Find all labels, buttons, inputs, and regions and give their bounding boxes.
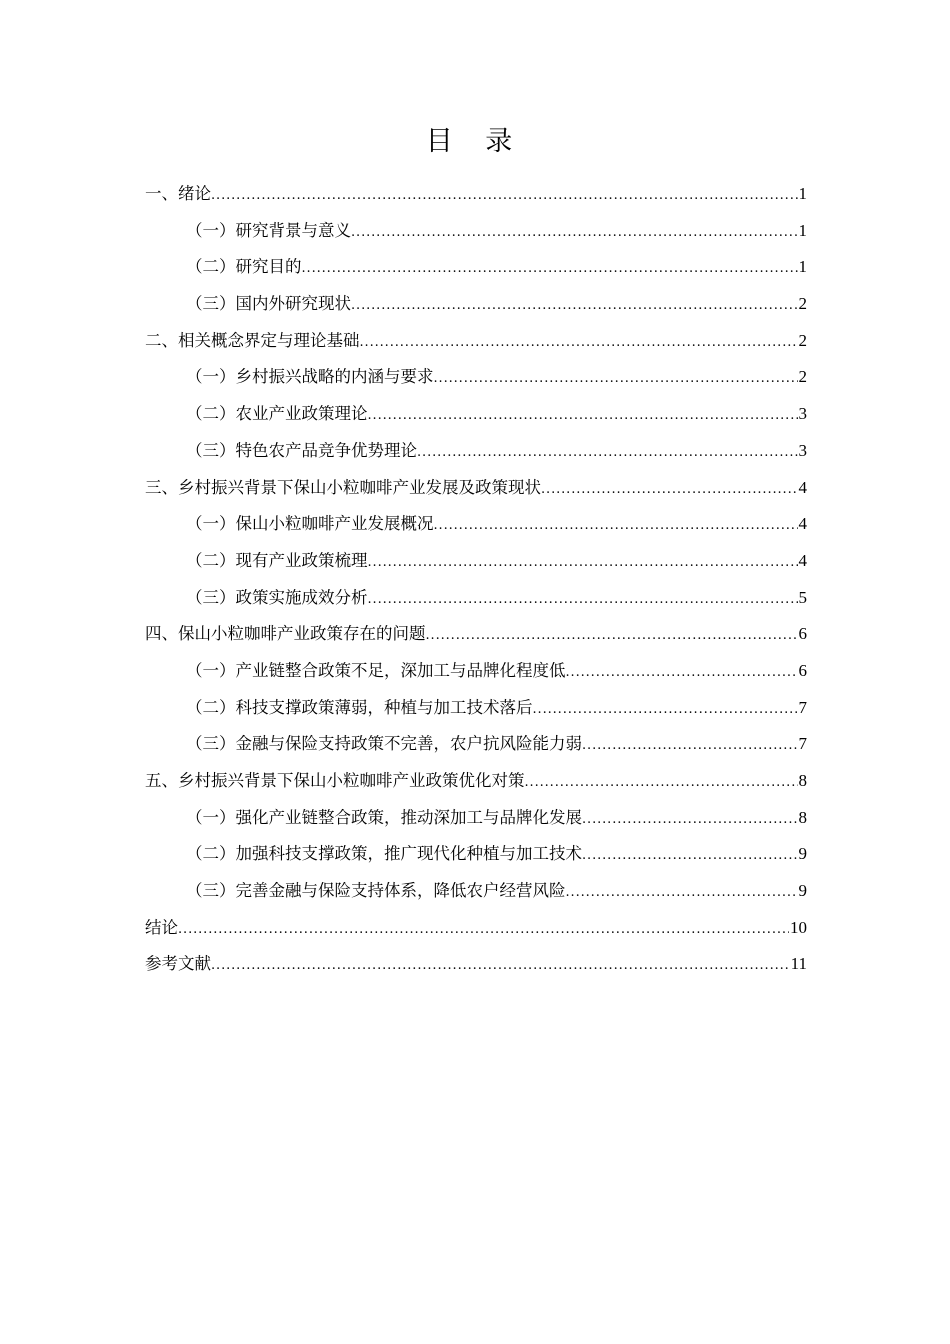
toc-page-number: 4 [798, 514, 807, 534]
toc-page-number: 2 [798, 367, 807, 387]
toc-page-number: 1 [798, 184, 807, 203]
toc-dot-leader [582, 836, 798, 875]
toc-entry[interactable] [145, 800, 807, 837]
toc-page-number: 10 [790, 917, 807, 937]
toc-page-number: 3 [798, 404, 807, 424]
toc-entry-text: （三）金融与保险支持政策不完善，农户抗风险能力弱 [186, 734, 582, 754]
toc-page-number: 2 [798, 330, 807, 350]
toc-page-number: 11 [790, 954, 807, 974]
toc-entry-text: （三）完善金融与保险支持体系，降低农户经营风险 [186, 881, 566, 901]
toc-entry[interactable] [145, 323, 807, 360]
toc-entry-text: （三）国内外研究现状 [186, 294, 351, 314]
toc-page-number: 8 [798, 807, 807, 827]
toc-entry[interactable] [145, 433, 807, 470]
toc-entry-text: 结论 [145, 917, 178, 937]
toc-page-number: 4 [798, 550, 807, 570]
toc-entry-text: 五、乡村振兴背景下保山小粒咖啡产业政策优化对策 [145, 771, 525, 790]
toc-dot-leader [525, 763, 798, 802]
toc-page-number: 7 [798, 697, 807, 717]
toc-page-number: 5 [798, 587, 807, 607]
toc-entry-text: （三）政策实施成效分析 [186, 587, 368, 607]
toc-page-number: 2 [798, 294, 807, 314]
toc-entry[interactable] [145, 543, 807, 580]
toc-entry-text: 二、相关概念界定与理论基础 [145, 330, 360, 350]
toc-entry-text: 三、乡村振兴背景下保山小粒咖啡产业发展及政策现状 [145, 477, 541, 497]
toc-dot-leader [360, 323, 798, 362]
toc-dot-leader [368, 543, 798, 582]
toc-entry[interactable] [145, 873, 807, 910]
toc-entry[interactable] [145, 653, 807, 690]
toc-dot-leader [434, 506, 798, 545]
toc-dot-leader [566, 873, 798, 912]
toc-dot-leader [417, 433, 798, 472]
toc-dot-leader [351, 286, 798, 325]
toc-dot-leader [351, 213, 798, 252]
toc-entry-text: （二）现有产业政策梳理 [186, 550, 368, 570]
toc-entry[interactable] [145, 946, 807, 983]
toc-page-number: 4 [798, 477, 807, 497]
toc-entry[interactable] [145, 910, 807, 947]
toc-dot-leader [566, 653, 798, 692]
toc-page-number: 9 [798, 881, 807, 901]
toc-entry[interactable] [145, 213, 807, 250]
toc-dot-leader [302, 249, 798, 288]
toc-dot-leader [211, 176, 798, 215]
toc-entry[interactable] [145, 286, 807, 323]
toc-entry-text: （一）强化产业链整合政策，推动深加工与品牌化发展 [186, 807, 582, 827]
toc-dot-leader [178, 910, 789, 949]
toc-dot-leader [368, 396, 798, 435]
toc-entry-text: （二）研究目的 [186, 257, 302, 277]
toc-list [145, 176, 807, 983]
toc-dot-leader [582, 726, 798, 765]
toc-dot-leader [211, 946, 790, 985]
toc-dot-leader [368, 580, 798, 619]
toc-entry-text: （二）农业产业政策理论 [186, 404, 368, 424]
toc-page-number: 6 [798, 624, 807, 644]
toc-entry[interactable] [145, 580, 807, 617]
toc-entry-text: （一）产业链整合政策不足，深加工与品牌化程度低 [186, 660, 566, 680]
toc-entry[interactable] [145, 396, 807, 433]
toc-entry-text: （二）加强科技支撑政策，推广现代化种植与加工技术 [186, 844, 582, 864]
toc-entry[interactable] [145, 836, 807, 873]
toc-page-number: 1 [798, 220, 807, 240]
toc-dot-leader [533, 690, 798, 729]
toc-entry-text: （二）科技支撑政策薄弱，种植与加工技术落后 [186, 697, 533, 717]
toc-entry-text: （一）研究背景与意义 [186, 220, 351, 240]
toc-page-number: 9 [798, 844, 807, 864]
toc-entry[interactable] [145, 763, 807, 800]
toc-entry-text: 一、绪论 [145, 184, 211, 203]
toc-entry[interactable] [145, 176, 807, 213]
toc-entry[interactable] [145, 616, 807, 653]
toc-page-number: 7 [798, 734, 807, 754]
toc-entry[interactable] [145, 726, 807, 763]
toc-page-number: 3 [798, 440, 807, 460]
toc-dot-leader [582, 800, 798, 839]
toc-entry-text: 参考文献 [145, 954, 211, 974]
toc-dot-leader [541, 470, 798, 509]
toc-title: 目 录 [425, 126, 525, 157]
toc-entry-text: （三）特色农产品竞争优势理论 [186, 440, 417, 460]
toc-dot-leader [426, 616, 798, 655]
toc-entry-text: 四、保山小粒咖啡产业政策存在的问题 [145, 624, 426, 644]
toc-entry[interactable] [145, 249, 807, 286]
toc-entry[interactable] [145, 470, 807, 507]
toc-dot-leader [434, 359, 798, 398]
toc-page-number: 6 [798, 660, 807, 680]
toc-page-number: 8 [798, 771, 807, 790]
toc-entry-text: （一）乡村振兴战略的内涵与要求 [186, 367, 434, 387]
toc-entry[interactable] [145, 359, 807, 396]
toc-page-number: 1 [798, 257, 807, 277]
toc-entry-text: （一）保山小粒咖啡产业发展概况 [186, 514, 434, 534]
toc-entry[interactable] [145, 506, 807, 543]
toc-entry[interactable] [145, 690, 807, 727]
